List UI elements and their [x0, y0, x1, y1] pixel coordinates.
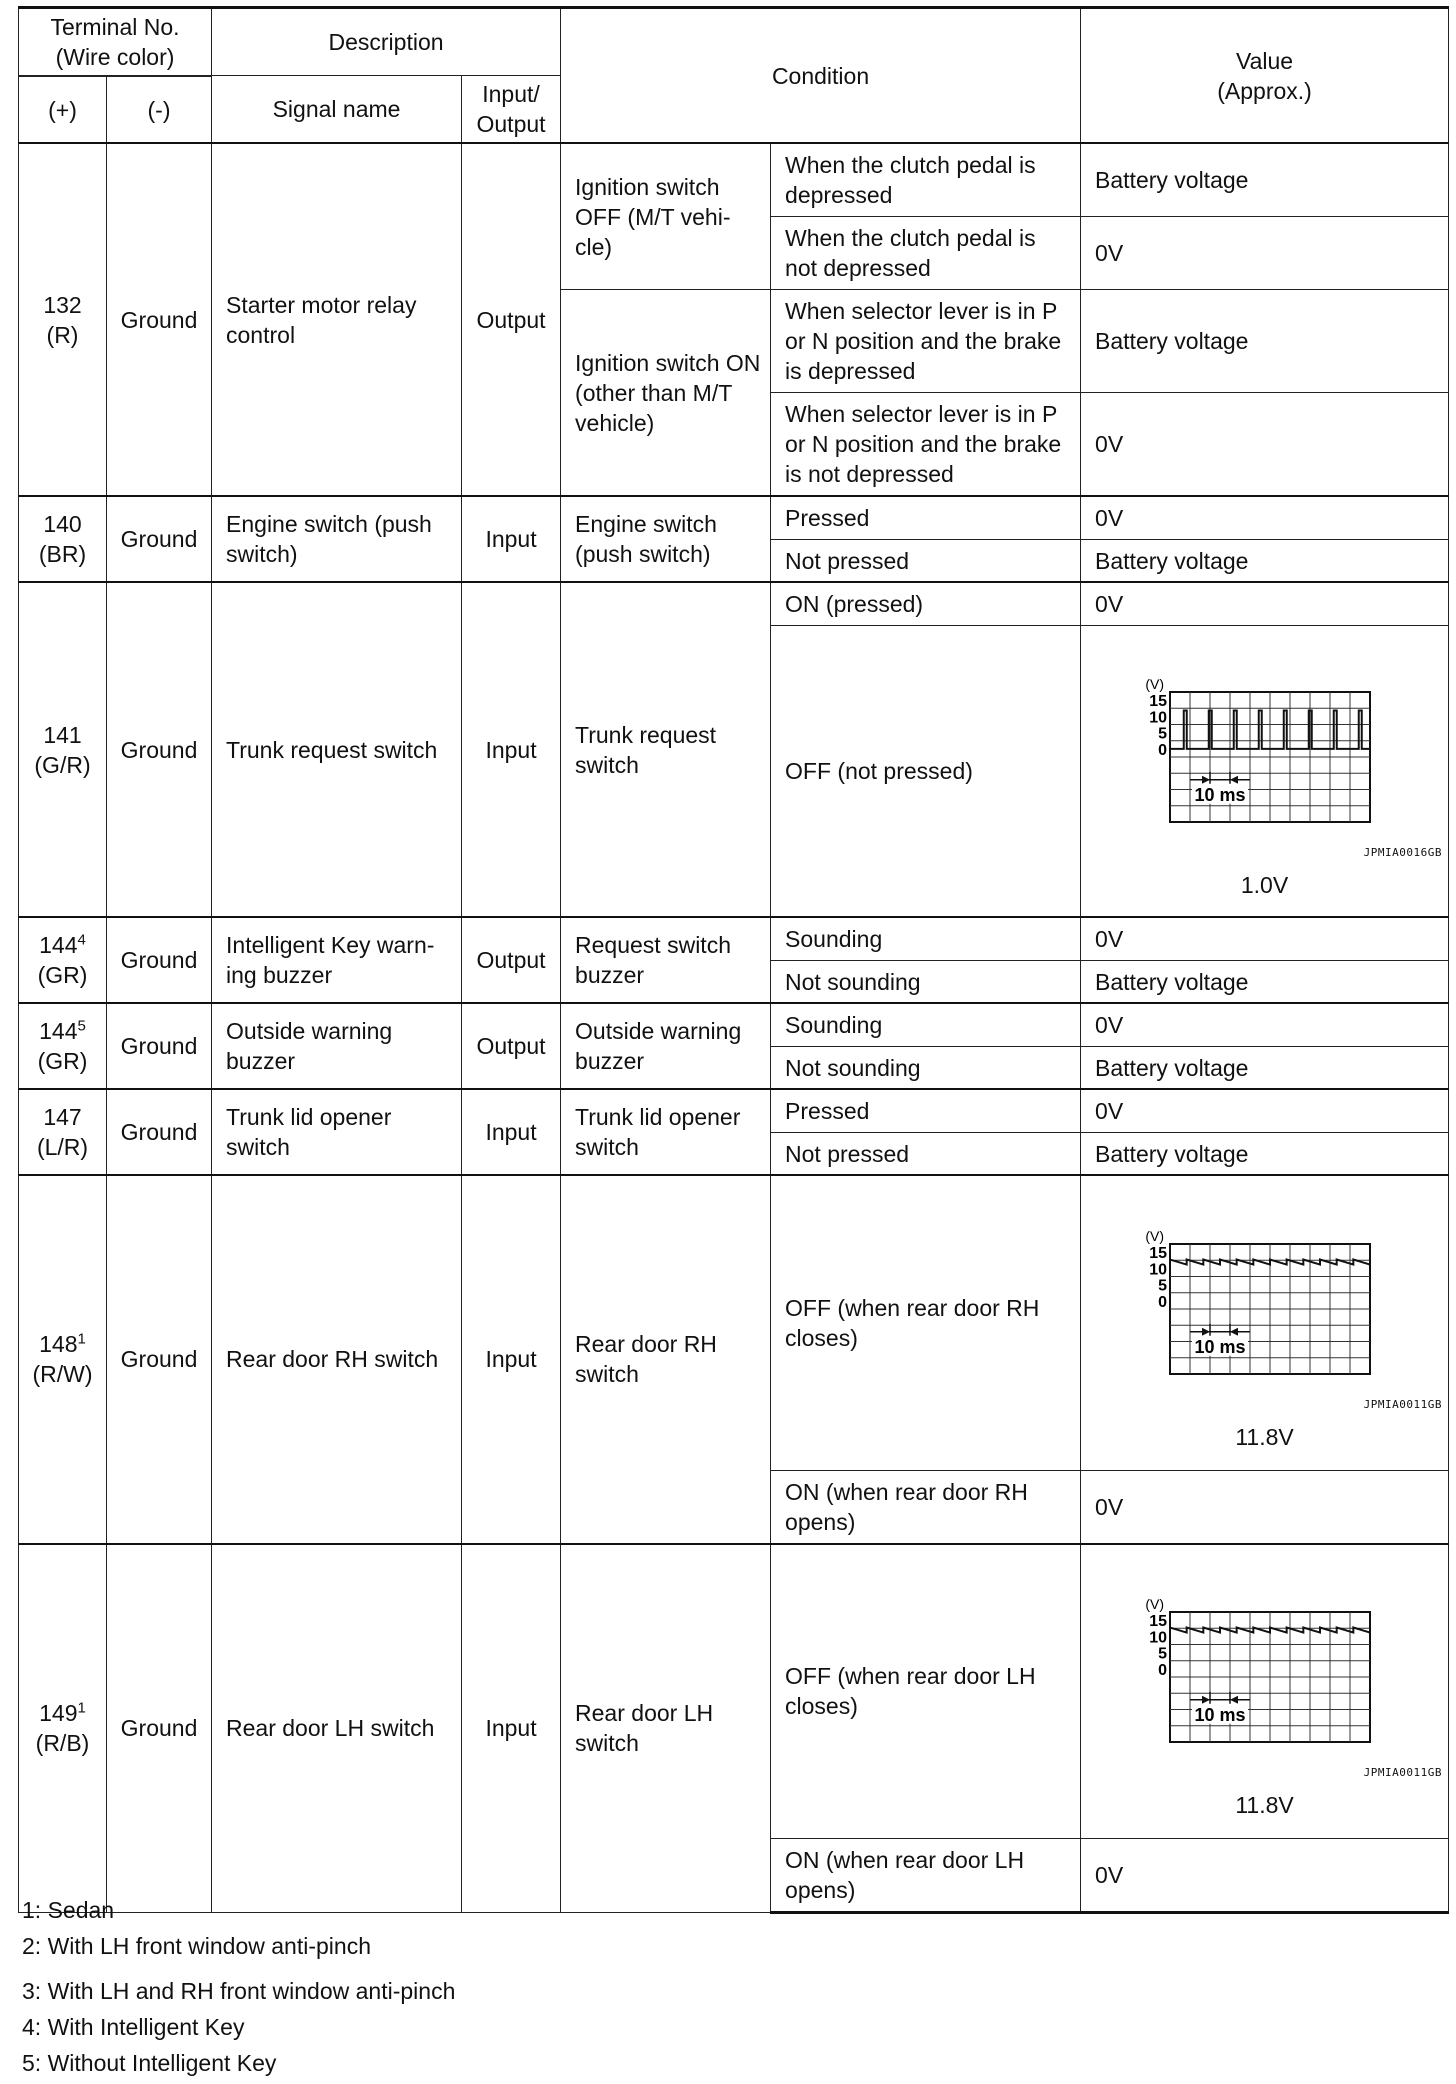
- signal-name: Trunk request switch: [212, 582, 462, 917]
- value-cell: 0V: [1081, 1470, 1449, 1544]
- ground-cell: Ground: [107, 1089, 212, 1175]
- condition-sub: Not sounding: [771, 960, 1081, 1003]
- condition-sub: Not sounding: [771, 1046, 1081, 1089]
- y-tick-label: 0: [1157, 1662, 1167, 1680]
- y-tick-label: 15: [1148, 1613, 1167, 1631]
- unit-label: (V): [1144, 1596, 1164, 1613]
- time-marker-arrow: [1202, 1696, 1210, 1704]
- terminal-spec-table: [18, 6, 1449, 1914]
- unit-label: (V): [1144, 675, 1164, 692]
- y-tick-label: 10: [1148, 709, 1167, 727]
- terminal-141: 141 (G/R): [19, 582, 107, 917]
- condition-sub: Pressed: [771, 1089, 1081, 1132]
- y-tick-label: 5: [1157, 1277, 1167, 1295]
- value-cell: Battery voltage: [1081, 1132, 1449, 1175]
- y-tick-label: 5: [1157, 1645, 1167, 1663]
- value-header: Value (Approx.): [1081, 8, 1449, 144]
- plus-header: (+): [19, 77, 107, 144]
- condition-sub: ON (when rear door RH opens): [771, 1470, 1081, 1544]
- condition-sub: OFF (when rear door LH closes): [771, 1544, 1081, 1839]
- io-cell: Output: [462, 1003, 561, 1089]
- input-output-header: Input/ Output: [462, 76, 561, 144]
- signal-name: Trunk lid opener switch: [212, 1089, 462, 1175]
- ground-cell: Ground: [107, 917, 212, 1003]
- ripple-waveform-scope: [1120, 1562, 1410, 1762]
- value-cell: 0V: [1081, 582, 1449, 625]
- unit-label: (V): [1144, 1227, 1164, 1244]
- condition-sub: Sounding: [771, 1003, 1081, 1046]
- footnote: 2: With LH front window anti-pinch: [22, 1933, 371, 1959]
- io-cell: Input: [462, 496, 561, 582]
- terminal-140: 140 (BR): [19, 496, 107, 582]
- value-cell: 0V: [1081, 393, 1449, 497]
- value-cell: 0V: [1081, 917, 1449, 960]
- terminal-148: $148^1$ (R/W): [19, 1175, 107, 1544]
- signal-name: Intelligent Key warn-ing buzzer: [212, 917, 462, 1003]
- time-label: 10 ms: [1194, 784, 1246, 805]
- value-cell: 0V: [1081, 1003, 1449, 1046]
- footnote: 4: With Intelligent Key: [22, 2014, 245, 2040]
- value-cell: Battery voltage: [1081, 539, 1449, 582]
- footnote: 1: Sedan: [22, 1897, 115, 1923]
- condition-main: Ignition switch ON (other than M/T vehicle): [561, 290, 771, 497]
- signal-name: Engine switch (push switch): [212, 496, 462, 582]
- condition-sub: Not pressed: [771, 539, 1081, 582]
- time-label: 10 ms: [1194, 1336, 1246, 1357]
- condition-main: Ignition switch OFF (M/T vehi-cle): [561, 143, 771, 290]
- condition-main: Engine switch (push switch): [561, 496, 771, 582]
- y-tick-label: 10: [1148, 1629, 1167, 1647]
- io-cell: Input: [462, 1089, 561, 1175]
- terminal-no-header: Terminal No. (Wire color): [19, 8, 212, 76]
- minus-header: (-): [107, 77, 212, 144]
- footnote: 5: Without Intelligent Key: [22, 2050, 277, 2076]
- ground-cell: Ground: [107, 496, 212, 582]
- ground-cell: Ground: [107, 1544, 212, 1913]
- condition-sub: ON (pressed): [771, 582, 1081, 625]
- condition-main: Rear door LH switch: [561, 1544, 771, 1913]
- io-cell: Input: [462, 1175, 561, 1544]
- condition-sub: When the clutch pedal is depressed: [771, 143, 1081, 217]
- value-cell: 0V: [1081, 1839, 1449, 1913]
- ground-cell: Ground: [107, 1003, 212, 1089]
- waveform-cell: [1081, 1544, 1449, 1839]
- value-cell: Battery voltage: [1081, 960, 1449, 1003]
- value-cell: 0V: [1081, 217, 1449, 290]
- io-cell: Output: [462, 143, 561, 496]
- value-cell: 11.8V: [1235, 1792, 1294, 1819]
- time-marker-arrow: [1230, 776, 1238, 784]
- signal-name: Rear door RH switch: [212, 1175, 462, 1544]
- value-cell: 0V: [1081, 496, 1449, 539]
- y-tick-label: 15: [1148, 692, 1167, 710]
- condition-sub: When selector lever is in P or N position and the brake is not depressed: [771, 393, 1081, 497]
- description-header: Description: [212, 8, 561, 76]
- waveform-cell: [1081, 1175, 1449, 1470]
- time-marker-arrow: [1202, 1328, 1210, 1336]
- signal-name-header: Signal name: [212, 76, 462, 144]
- footnote: 3: With LH and RH front window anti-pinch: [22, 1978, 456, 2004]
- value-cell: 11.8V: [1235, 1423, 1294, 1450]
- ground-cell: Ground: [107, 1175, 212, 1544]
- value-cell: Battery voltage: [1081, 1046, 1449, 1089]
- value-cell: Battery voltage: [1081, 290, 1449, 393]
- time-marker-arrow: [1230, 1696, 1238, 1704]
- y-tick-label: 10: [1148, 1261, 1167, 1279]
- time-label: 10 ms: [1194, 1705, 1246, 1725]
- condition-sub: When the clutch pedal is not depressed: [771, 217, 1081, 290]
- condition-sub: When selector lever is in P or N position and the brake is depressed: [771, 290, 1081, 393]
- condition-main: Outside warning buzzer: [561, 1003, 771, 1089]
- waveform-cell: [1081, 625, 1449, 917]
- ground-cell: Ground: [107, 582, 212, 917]
- condition-sub: Sounding: [771, 917, 1081, 960]
- terminal-149: $149^1$ (R/B): [19, 1544, 107, 1913]
- time-marker-arrow: [1202, 776, 1210, 784]
- waveform-code: JPMIA0011GB: [1363, 1397, 1443, 1411]
- value-cell: Battery voltage: [1081, 143, 1449, 217]
- ripple-waveform-scope: [1120, 1194, 1410, 1394]
- waveform-code: JPMIA0016GB: [1363, 845, 1443, 859]
- condition-main: Trunk request switch: [561, 582, 771, 917]
- time-marker-arrow: [1230, 1328, 1238, 1336]
- condition-sub: ON (when rear door LH opens): [771, 1839, 1081, 1913]
- condition-main: Rear door RH switch: [561, 1175, 771, 1544]
- terminal-147: 147 (L/R): [19, 1089, 107, 1175]
- terminal-144-outside: $144^5$ (GR): [19, 1003, 107, 1089]
- condition-sub: Not pressed: [771, 1132, 1081, 1175]
- condition-main: Request switch buzzer: [561, 917, 771, 1003]
- pulse-waveform-scope: [1120, 642, 1410, 842]
- condition-main: Trunk lid opener switch: [561, 1089, 771, 1175]
- y-tick-label: 15: [1148, 1244, 1167, 1262]
- io-cell: Input: [462, 582, 561, 917]
- waveform-code: JPMIA0011GB: [1363, 1766, 1443, 1780]
- terminal-144-intelligent-key: $144^4$ (GR): [19, 917, 107, 1003]
- signal-name: Outside warning buzzer: [212, 1003, 462, 1089]
- signal-name: Starter motor relay control: [212, 143, 462, 496]
- signal-name: Rear door LH switch: [212, 1544, 462, 1913]
- condition-header: Condition: [561, 8, 1081, 144]
- y-tick-label: 0: [1157, 741, 1167, 759]
- terminal-132: 132 (R): [19, 143, 107, 496]
- value-cell: 1.0V: [1240, 871, 1289, 898]
- condition-sub: OFF (not pressed): [771, 625, 1081, 917]
- value-cell: 0V: [1081, 1089, 1449, 1132]
- io-cell: Input: [462, 1544, 561, 1913]
- condition-sub: Pressed: [771, 496, 1081, 539]
- ground-cell: Ground: [107, 143, 212, 496]
- footnotes: [22, 1895, 455, 2084]
- y-tick-label: 5: [1157, 725, 1167, 743]
- y-tick-label: 0: [1157, 1293, 1167, 1311]
- condition-sub: OFF (when rear door RH closes): [771, 1175, 1081, 1470]
- io-cell: Output: [462, 917, 561, 1003]
